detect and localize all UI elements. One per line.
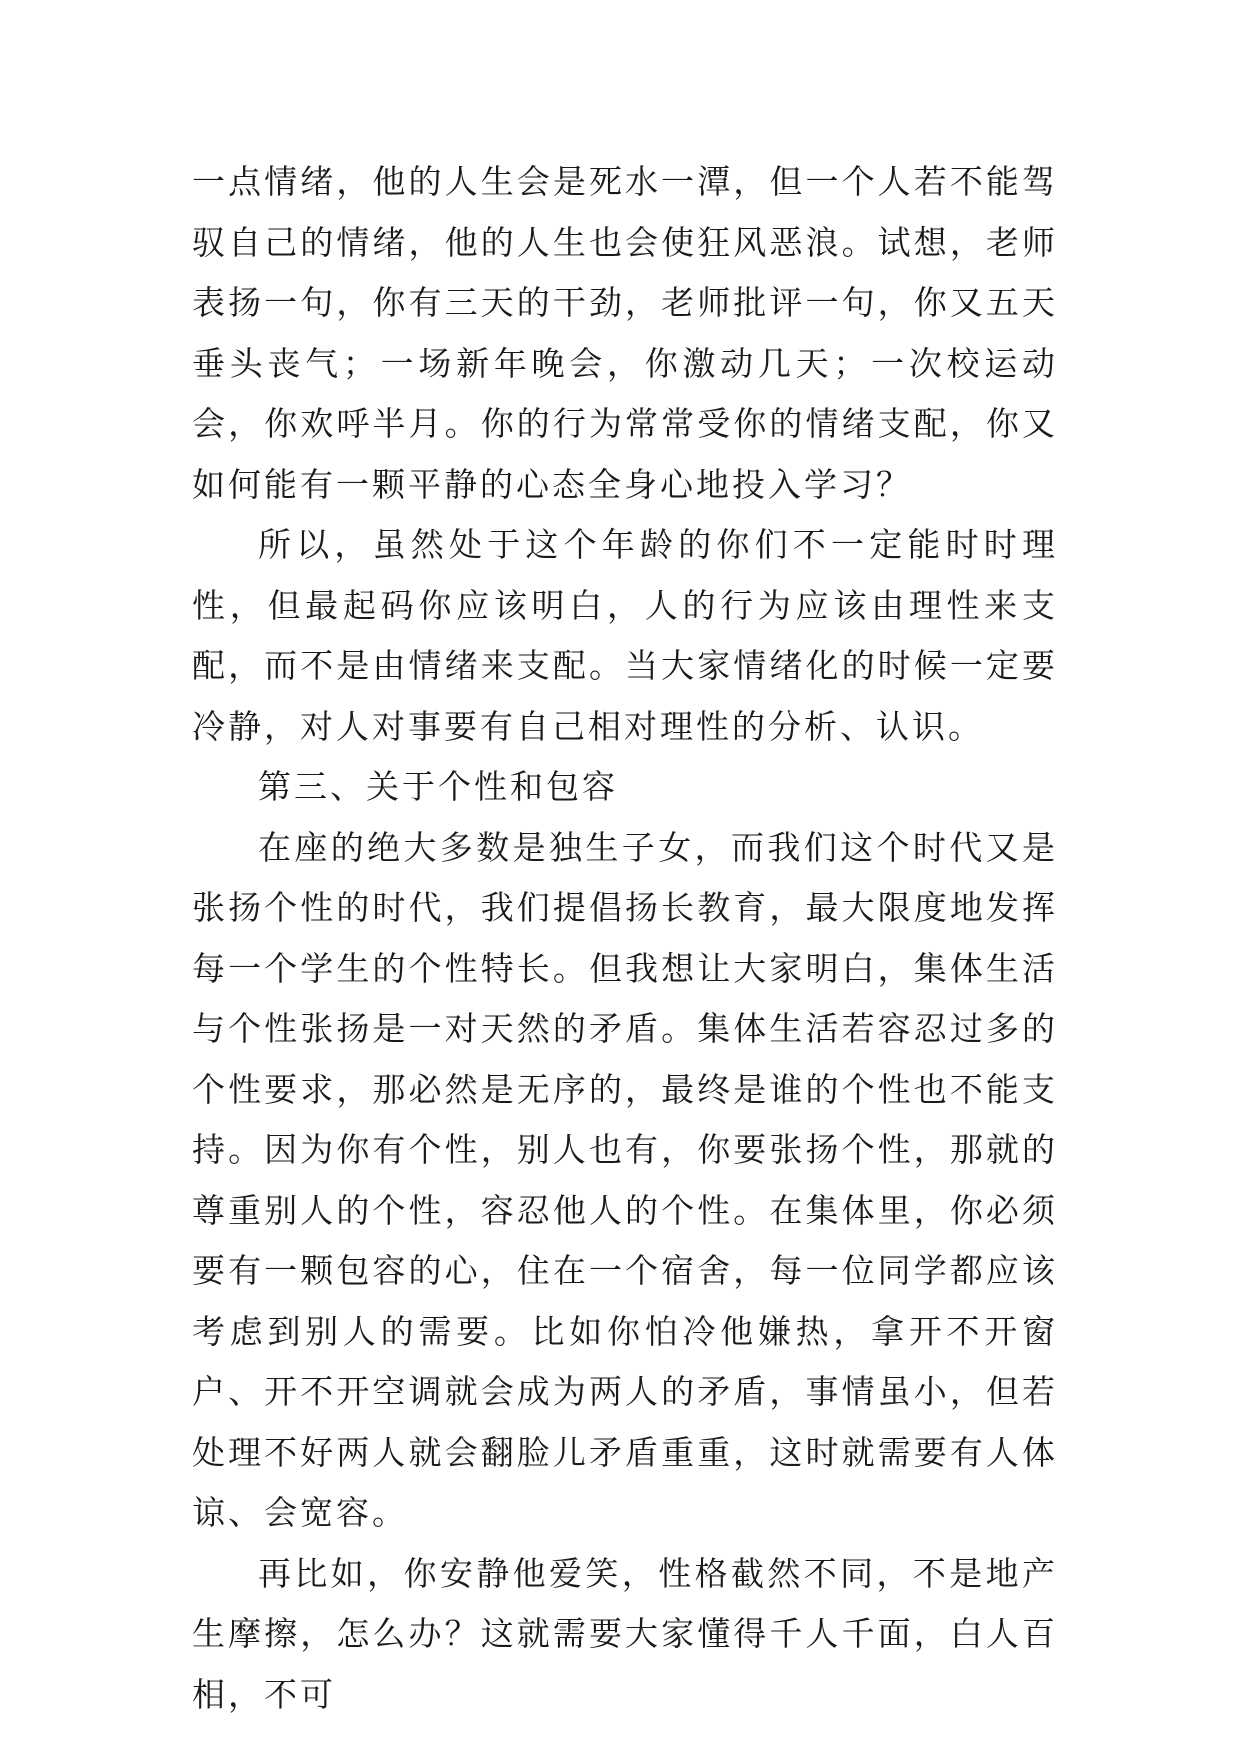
section-heading: 第三、关于个性和包容: [258, 767, 618, 806]
paragraph-continuation: 一点情绪，他的人生会是死水一潭，但一个人若不能驾驭自己的情绪，他的人生也会使狂风恶浪。试想，老师表扬一句，你有三天的干劲，老师批评一句，你又五天垂头丧气；一场新年晚会，你激动几天；一次校运动会，你欢呼半月。你的行为常常受你的情绪支配，你又如何能有一颗平静的心态全身心地投入学习？: [192, 162, 1058, 504]
paragraph-reason: 所以，虽然处于这个年龄的你们不一定能时时理性，但最起码你应该明白，人的行为应该由理性来支配，而不是由情绪来支配。当大家情绪化的时候一定要冷静，对人对事要有自己相对理性的分析、认识。: [192, 525, 1058, 746]
body-text: [192, 152, 1058, 1725]
paragraph-example: 再比如，你安静他爱笑，性格截然不同，不是地产生摩擦，怎么办？这就需要大家懂得千人千面，白人百相，不可: [192, 1553, 1058, 1714]
paragraph-individuality: 在座的绝大多数是独生子女，而我们这个时代又是张扬个性的时代，我们提倡扬长教育，最大限度地发挥每一个学生的个性特长。但我想让大家明白，集体生活与个性张扬是一对天然的矛盾。集体生活若容忍过多的个性要求，那必然是无序的，最终是谁的个性也不能支持。因为你有个性，别人也有，你要张扬个性，那就的尊重别人的个性，容忍他人的个性。在集体里，你必须要有一颗包容的心，住在一个宿舍，每一位同学都应该考虑到别人的需要。比如你怕冷他嫌热，拿开不开窗户、开不开空调就会成为两人的矛盾，事情虽小，但若处理不好两人就会翻脸儿矛盾重重，这时就需要有人体谅、会宽容。: [192, 827, 1058, 1532]
